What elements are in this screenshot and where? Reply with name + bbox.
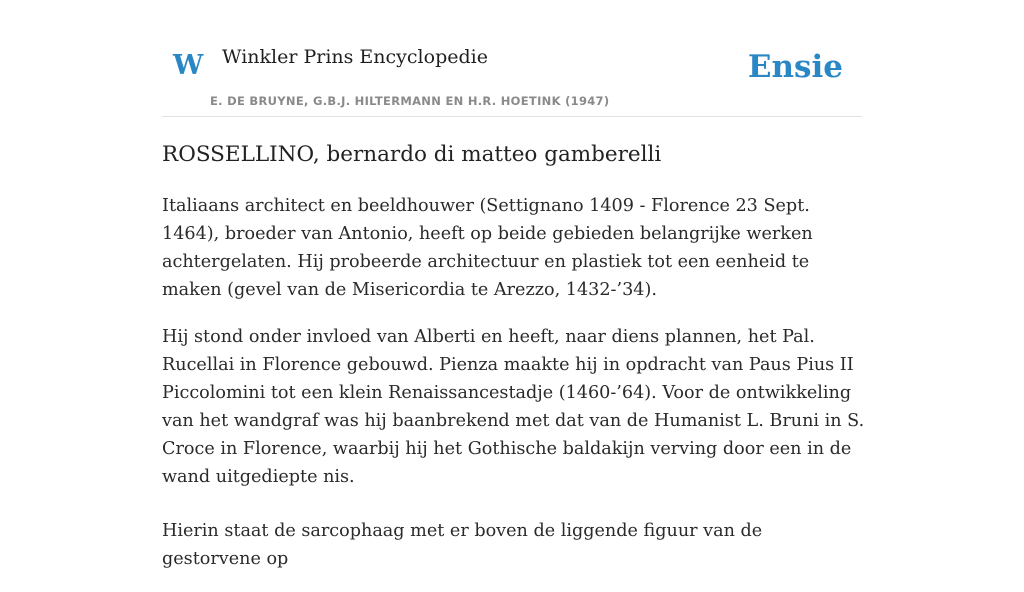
article-paragraph: Italiaans architect en beeldhouwer (Settignano 1409 - Florence 23 Sept. 1464), broeder van Antonio, heeft op beide gebieden belangrijke werken achtergelaten. Hij probeerde architectuur en plastiek tot een eenheid te maken (gevel van de Misericordia te Arezzo, 1432-’34). [162,196,813,300]
article-title: ROSSELLINO, bernardo di matteo gamberelli [162,142,662,167]
article-paragraph: Hierin staat de sarcophaag met er boven de liggende figuur van de gestorvene op [162,521,763,569]
winkler-prins-logo-icon: W [173,50,204,81]
source-header [162,40,862,117]
source-title[interactable]: Winkler Prins Encyclopedie [222,46,488,68]
article-paragraph: Hij stond onder invloed van Alberti en heeft, naar diens plannen, het Pal. Rucellai in Florence gebouwd. Pienza maakte hij in opdracht van Paus Pius II Piccolomini tot een klein Renaissancestadje (1460-’64). Voor de ontwikkeling van het wandgraf was hij baanbrekend met dat van de Humanist L. Bruni in S. Croce in Florence, waarbij hij het Gothische baldakijn verving door een in de wand uitgediepte nis. [162,327,865,487]
source-authors: E. DE BRUYNE, G.B.J. HILTERMANN EN H.R. HOETINK (1947) [210,94,610,108]
article-body [162,192,866,592]
ensie-home-link[interactable]: Ensie [747,49,843,85]
